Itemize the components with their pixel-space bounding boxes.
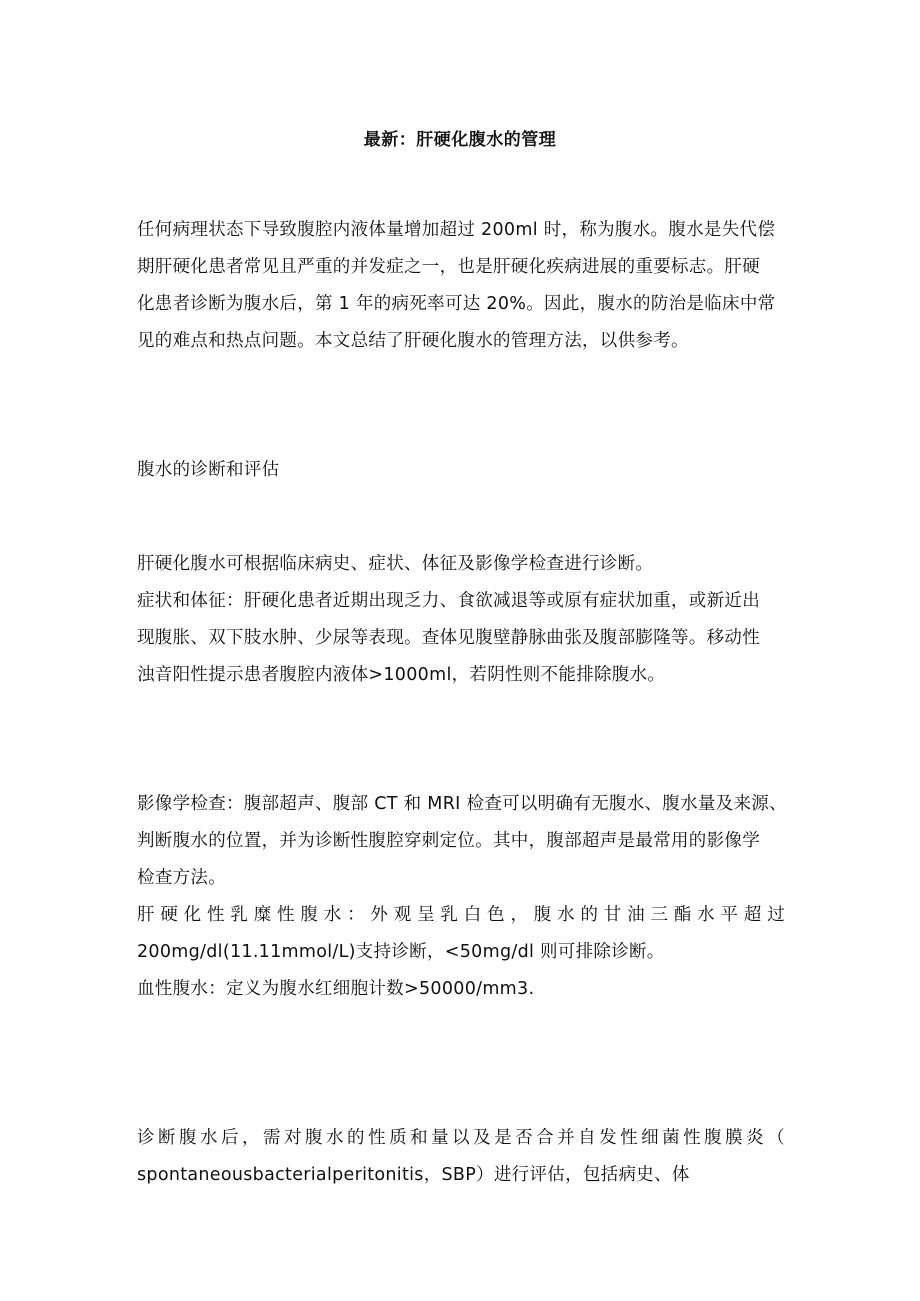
intro-paragraph bbox=[137, 212, 785, 360]
intro-line-4: 见的难点和热点问题。本文总结了肝硬化腹水的管理方法，以供参考。 bbox=[137, 331, 689, 351]
symptoms-line-1: 症状和体征：肝硬化患者近期出现乏力、食欲减退等或原有症状加重，或新近出 bbox=[137, 591, 760, 611]
chylous-line-2: 200mg/dl(11.11mmol/L)支持诊断，<50mg/dl 则可排除诊断。 bbox=[137, 942, 665, 962]
evaluation-line-1: 诊断腹水后，需对腹水的性质和量以及是否合并自发性细菌性腹膜炎（ bbox=[137, 1128, 785, 1148]
bloody-ascites-line: 血性腹水：定义为腹水红细胞计数>50000/mm3. bbox=[137, 979, 535, 999]
intro-line-1: 任何病理状态下导致腹腔内液体量增加超过 200ml 时，称为腹水。腹水是失代偿 bbox=[137, 220, 776, 240]
chylous-line-1: 肝硬化性乳糜性腹水：外观呈乳白色，腹水的甘油三酯水平超过 bbox=[137, 905, 785, 925]
document-title: 最新：肝硬化腹水的管理 bbox=[363, 130, 557, 150]
diagnosis-intro-line: 肝硬化腹水可根据临床病史、症状、体征及影像学检查进行诊断。 bbox=[137, 554, 654, 574]
imaging-line-3: 检查方法。 bbox=[137, 868, 226, 888]
imaging-line-2: 判断腹水的位置，并为诊断性腹腔穿刺定位。其中，腹部超声是最常用的影像学 bbox=[137, 831, 760, 851]
section-heading: 腹水的诊断和评估 bbox=[137, 460, 280, 480]
intro-line-3: 化患者诊断为腹水后，第 1 年的病死率可达 20%。因此，腹水的防治是临床中常 bbox=[137, 294, 776, 314]
intro-line-2: 期肝硬化患者常见且严重的并发症之一，也是肝硬化疾病进展的重要标志。肝硬 bbox=[137, 257, 760, 277]
evaluation-paragraph bbox=[137, 1120, 785, 1194]
symptoms-line-2: 现腹胀、双下肢水肿、少尿等表现。查体见腹壁静脉曲张及腹部膨隆等。移动性 bbox=[137, 628, 760, 648]
imaging-paragraph bbox=[137, 786, 785, 1008]
imaging-line-1: 影像学检查：腹部超声、腹部 CT 和 MRI 检查可以明确有无腹水、腹水量及来源、 bbox=[137, 794, 787, 814]
evaluation-line-2: spontaneousbacterialperitonitis，SBP）进行评估，包括病史、体 bbox=[137, 1165, 690, 1185]
symptoms-line-3: 浊音阳性提示患者腹腔内液体>1000ml，若阴性则不能排除腹水。 bbox=[137, 665, 666, 685]
diagnosis-paragraph bbox=[137, 546, 785, 694]
